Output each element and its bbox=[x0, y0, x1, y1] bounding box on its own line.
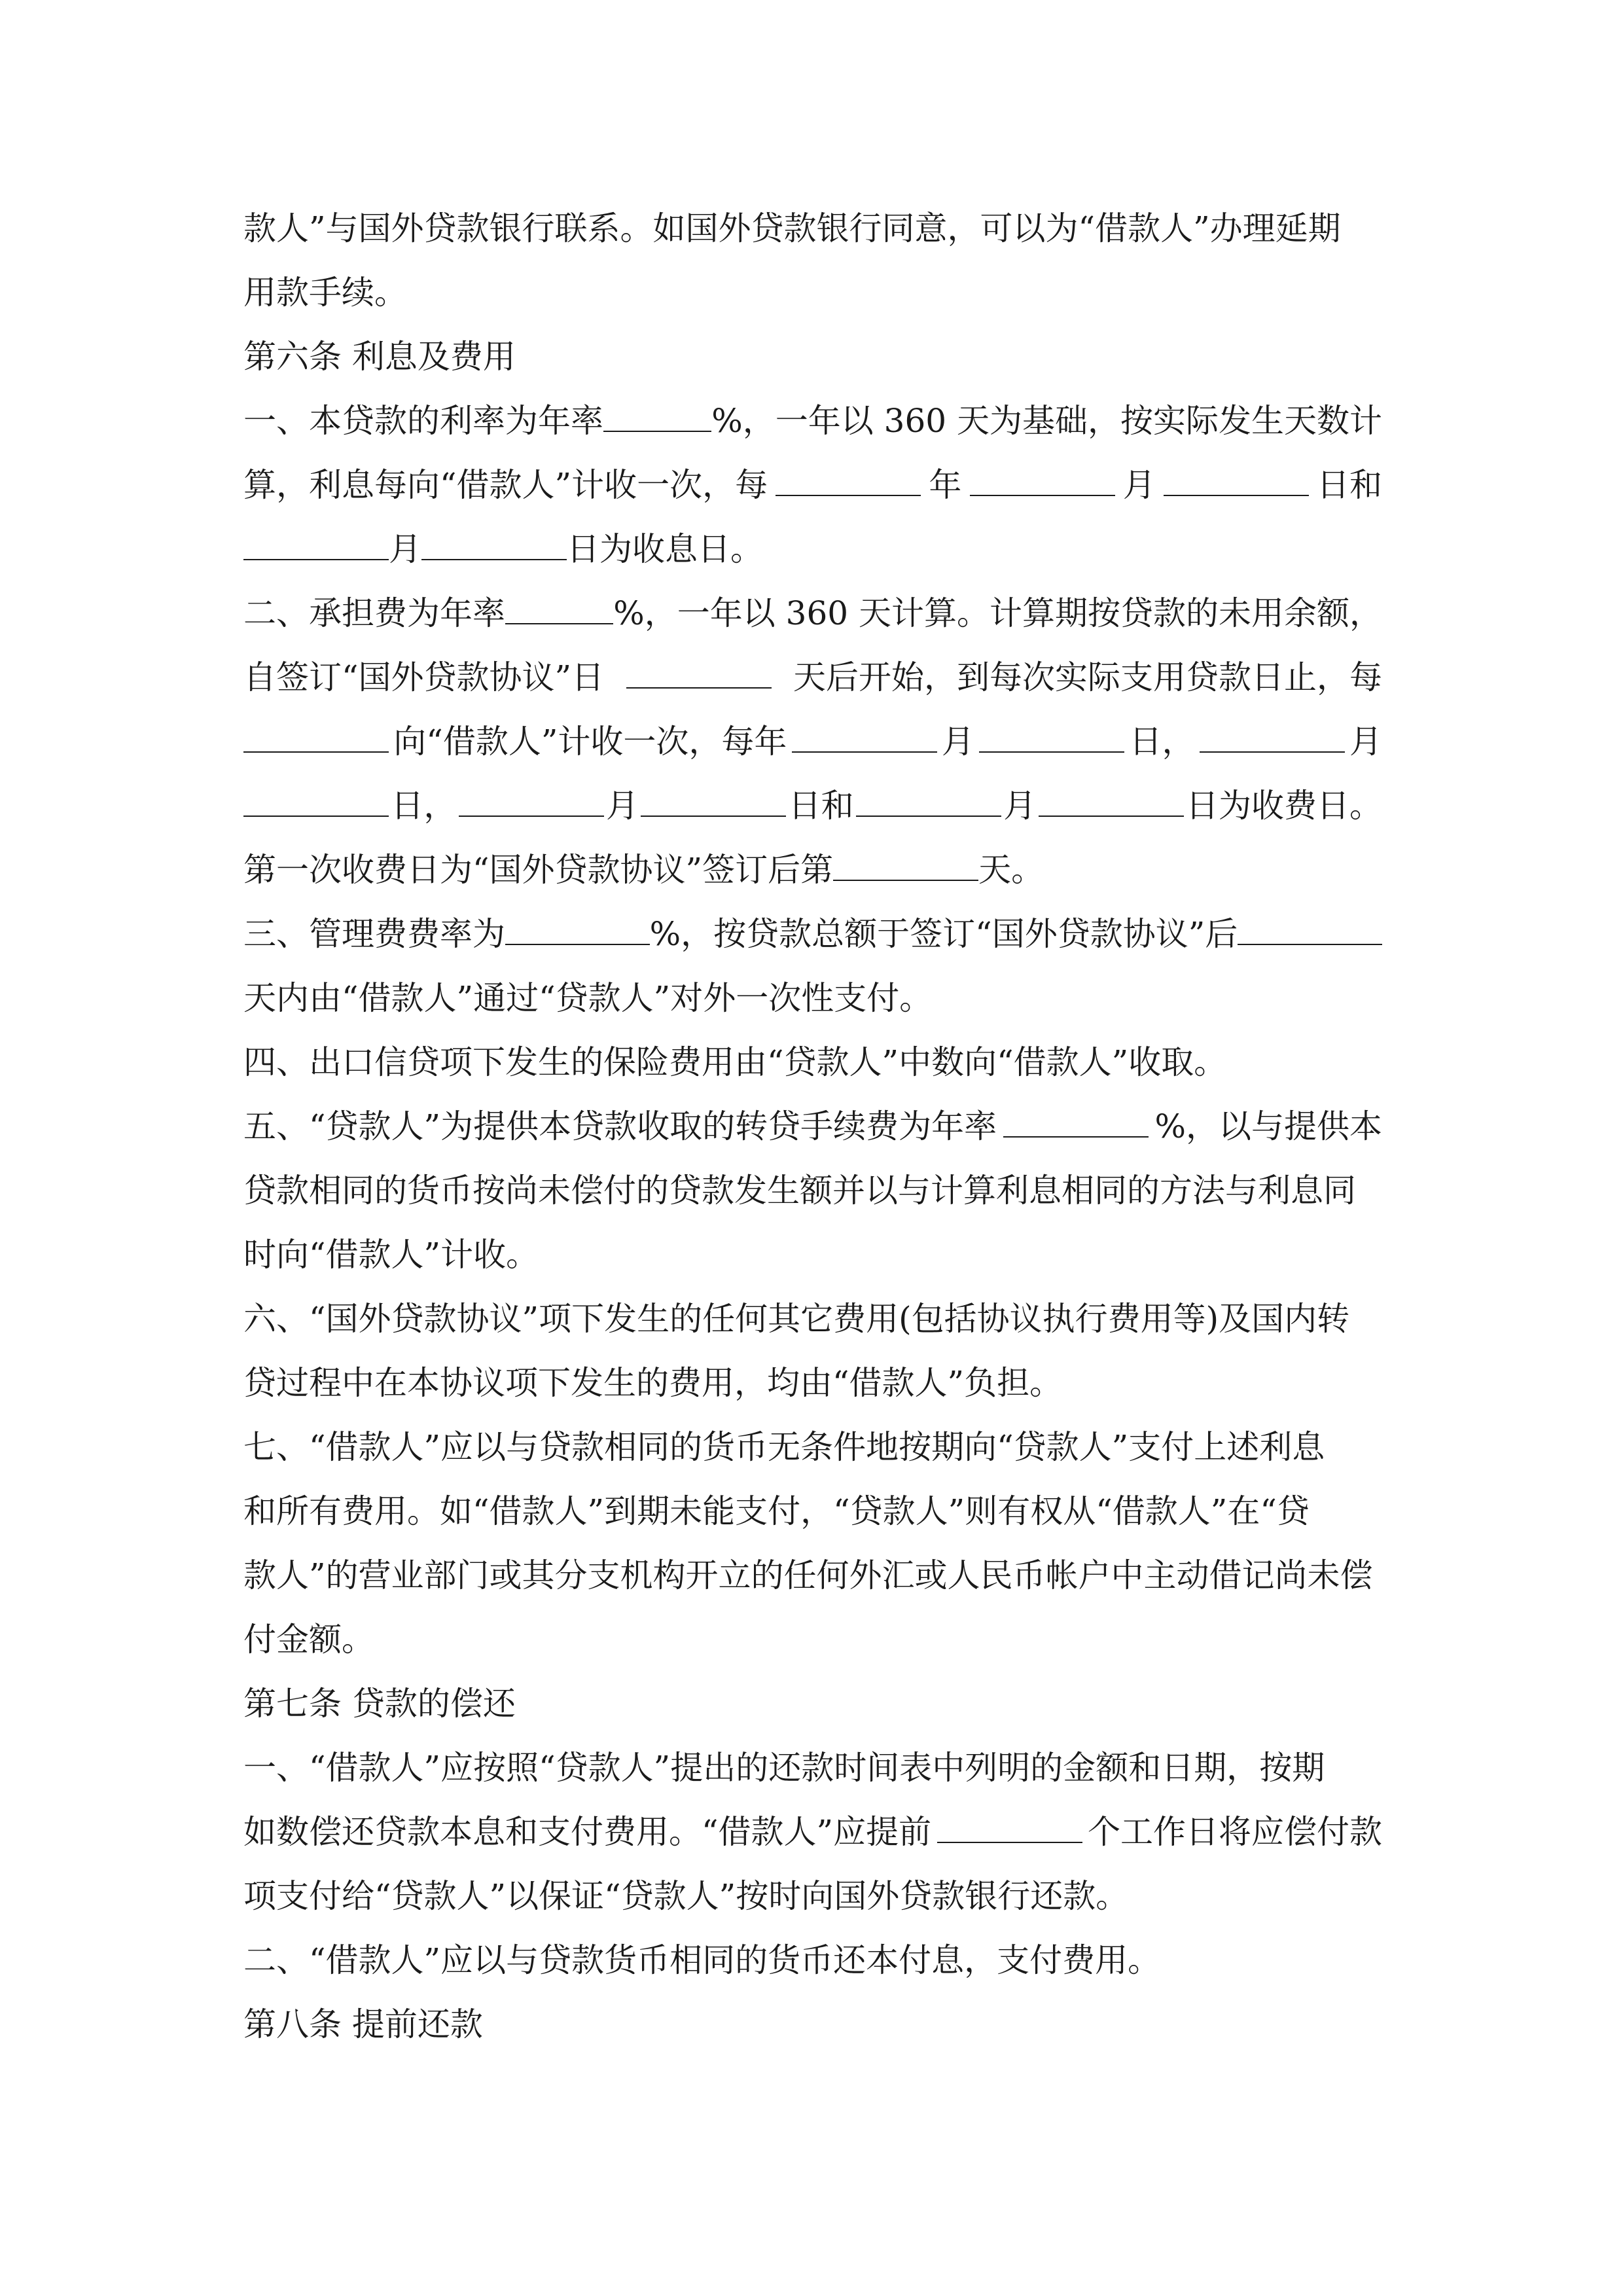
text-line bbox=[243, 1736, 1382, 1800]
section-heading bbox=[243, 325, 1382, 389]
fill-in-blank bbox=[1200, 723, 1345, 753]
text-line bbox=[243, 838, 1382, 902]
fill-in-blank bbox=[1039, 787, 1184, 817]
text-segment: %，一年以 360 天计算。计算期按贷款的未用余额， bbox=[613, 594, 1382, 632]
text-segment: 日为收费日。 bbox=[1185, 787, 1382, 825]
text-segment: 日， bbox=[1129, 723, 1195, 761]
text-segment: 年 bbox=[929, 466, 962, 504]
text-line bbox=[243, 1864, 1382, 1928]
text-line bbox=[243, 1607, 1382, 1672]
fill-in-blank bbox=[626, 658, 772, 689]
text-segment: 日， bbox=[391, 787, 457, 825]
fill-in-blank bbox=[243, 723, 389, 753]
text-line bbox=[243, 902, 1382, 966]
text-line bbox=[243, 1287, 1382, 1351]
text-segment: 贷款相同的货币按尚未偿付的贷款发生额并以与计算利息相同的方法与利息同 bbox=[243, 1172, 1356, 1210]
fill-in-blank bbox=[505, 594, 613, 624]
fill-in-blank bbox=[937, 1813, 1082, 1843]
text-line bbox=[243, 1800, 1382, 1864]
text-line bbox=[243, 1030, 1382, 1094]
fill-in-blank bbox=[505, 915, 650, 945]
fill-in-blank bbox=[243, 787, 389, 817]
text-segment: 四、出口信贷项下发生的保险费用由“贷款人”中数向“借款人”收取。 bbox=[243, 1043, 1227, 1081]
text-segment: 天。 bbox=[978, 851, 1044, 889]
text-segment: 二、“借款人”应以与贷款货币相同的货币还本付息，支付费用。 bbox=[243, 1941, 1161, 1979]
fill-in-blank bbox=[979, 723, 1124, 753]
text-segment: 算，利息每向“借款人”计收一次，每 bbox=[243, 466, 768, 504]
text-segment: 用款手续。 bbox=[243, 274, 407, 312]
text-segment: 第六条 利息及费用 bbox=[243, 338, 516, 376]
text-segment: 二、承担费为年率 bbox=[243, 594, 505, 632]
text-segment: 月 bbox=[1003, 787, 1037, 825]
text-line bbox=[243, 453, 1382, 517]
text-segment: 向“借款人”计收一次，每年 bbox=[393, 723, 787, 761]
text-segment: 和所有费用。如“借款人”到期未能支付，“贷款人”则有权从“借款人”在“贷 bbox=[243, 1492, 1310, 1530]
text-segment: 月 bbox=[605, 787, 639, 825]
text-segment: 一、“借款人”应按照“贷款人”提出的还款时间表中列明的金额和日期，按期 bbox=[243, 1749, 1325, 1787]
text-segment: 日和 bbox=[1316, 466, 1382, 504]
text-segment: 月 bbox=[1349, 723, 1382, 761]
text-line bbox=[243, 1479, 1382, 1543]
fill-in-blank bbox=[776, 466, 921, 496]
text-line bbox=[243, 1094, 1382, 1158]
text-line bbox=[243, 1223, 1382, 1287]
text-segment: 款人”与国外贷款银行联系。如国外贷款银行同意，可以为“借款人”办理延期 bbox=[243, 209, 1341, 247]
text-line bbox=[243, 260, 1382, 325]
text-segment: 时向“借款人”计收。 bbox=[243, 1236, 539, 1274]
text-line bbox=[243, 196, 1382, 260]
text-line bbox=[243, 581, 1382, 645]
text-segment: 五、“贷款人”为提供本贷款收取的转贷手续费为年率 bbox=[243, 1107, 997, 1145]
text-segment: 第一次收费日为“国外贷款协议”签订后第 bbox=[243, 851, 834, 889]
text-segment: 日为收息日。 bbox=[567, 530, 763, 568]
fill-in-blank bbox=[856, 787, 1001, 817]
text-segment: 月 bbox=[1122, 466, 1156, 504]
section-heading bbox=[243, 1992, 1382, 2056]
text-segment: 七、“借款人”应以与贷款相同的货币无条件地按期向“贷款人”支付上述利息 bbox=[243, 1428, 1325, 1466]
text-line bbox=[243, 1158, 1382, 1223]
fill-in-blank bbox=[243, 530, 389, 560]
text-segment: 如数偿还贷款本息和支付费用。“借款人”应提前 bbox=[243, 1813, 932, 1851]
text-segment: 天内由“借款人”通过“贷款人”对外一次性支付。 bbox=[243, 979, 933, 1017]
fill-in-blank bbox=[459, 787, 604, 817]
fill-in-blank bbox=[603, 402, 711, 432]
fill-in-blank bbox=[1003, 1107, 1149, 1138]
text-segment: 天后开始，到每次实际支用贷款日止，每 bbox=[793, 658, 1382, 696]
text-line bbox=[243, 774, 1382, 838]
text-segment: %，以与提供本 bbox=[1154, 1107, 1382, 1145]
text-line bbox=[243, 1928, 1382, 1992]
text-segment: 六、“国外贷款协议”项下发生的任何其它费用(包括协议执行费用等)及国内转 bbox=[243, 1300, 1350, 1338]
text-segment: 个工作日将应偿付款 bbox=[1088, 1813, 1382, 1851]
text-line bbox=[243, 709, 1382, 774]
text-segment: 月 bbox=[389, 530, 421, 568]
text-segment: 付金额。 bbox=[243, 1621, 374, 1659]
fill-in-blank bbox=[421, 530, 567, 560]
fill-in-blank bbox=[833, 851, 978, 881]
text-line bbox=[243, 1543, 1382, 1607]
text-segment: 日和 bbox=[788, 787, 854, 825]
text-line bbox=[243, 389, 1382, 453]
text-line bbox=[243, 517, 1382, 581]
text-segment: 月 bbox=[941, 723, 974, 761]
text-segment: 三、管理费费率为 bbox=[243, 915, 505, 953]
text-line bbox=[243, 966, 1382, 1030]
text-segment: 贷过程中在本协议项下发生的费用，均由“借款人”负担。 bbox=[243, 1364, 1063, 1402]
text-segment: 第八条 提前还款 bbox=[243, 2005, 483, 2043]
fill-in-blank bbox=[1238, 915, 1382, 945]
section-heading bbox=[243, 1672, 1382, 1736]
text-segment: 款人”的营业部门或其分支机构开立的任何外汇或人民币帐户中主动借记尚未偿 bbox=[243, 1556, 1373, 1594]
text-segment: 项支付给“贷款人”以保证“贷款人”按时向国外贷款银行还款。 bbox=[243, 1877, 1129, 1915]
fill-in-blank bbox=[792, 723, 937, 753]
contract-text-body bbox=[243, 196, 1382, 2056]
text-line bbox=[243, 1415, 1382, 1479]
text-segment: 自签订“国外贷款协议”日 bbox=[243, 658, 605, 696]
text-segment: 第七条 贷款的偿还 bbox=[243, 1685, 516, 1723]
text-segment: 一、本贷款的利率为年率 bbox=[243, 402, 603, 440]
fill-in-blank bbox=[641, 787, 786, 817]
text-segment: %，一年以 360 天为基础，按实际发生天数计 bbox=[711, 402, 1382, 440]
fill-in-blank bbox=[1164, 466, 1309, 496]
fill-in-blank bbox=[970, 466, 1115, 496]
text-segment: %，按贷款总额于签订“国外贷款协议”后 bbox=[649, 915, 1238, 953]
text-line bbox=[243, 1351, 1382, 1415]
text-line bbox=[243, 645, 1382, 709]
